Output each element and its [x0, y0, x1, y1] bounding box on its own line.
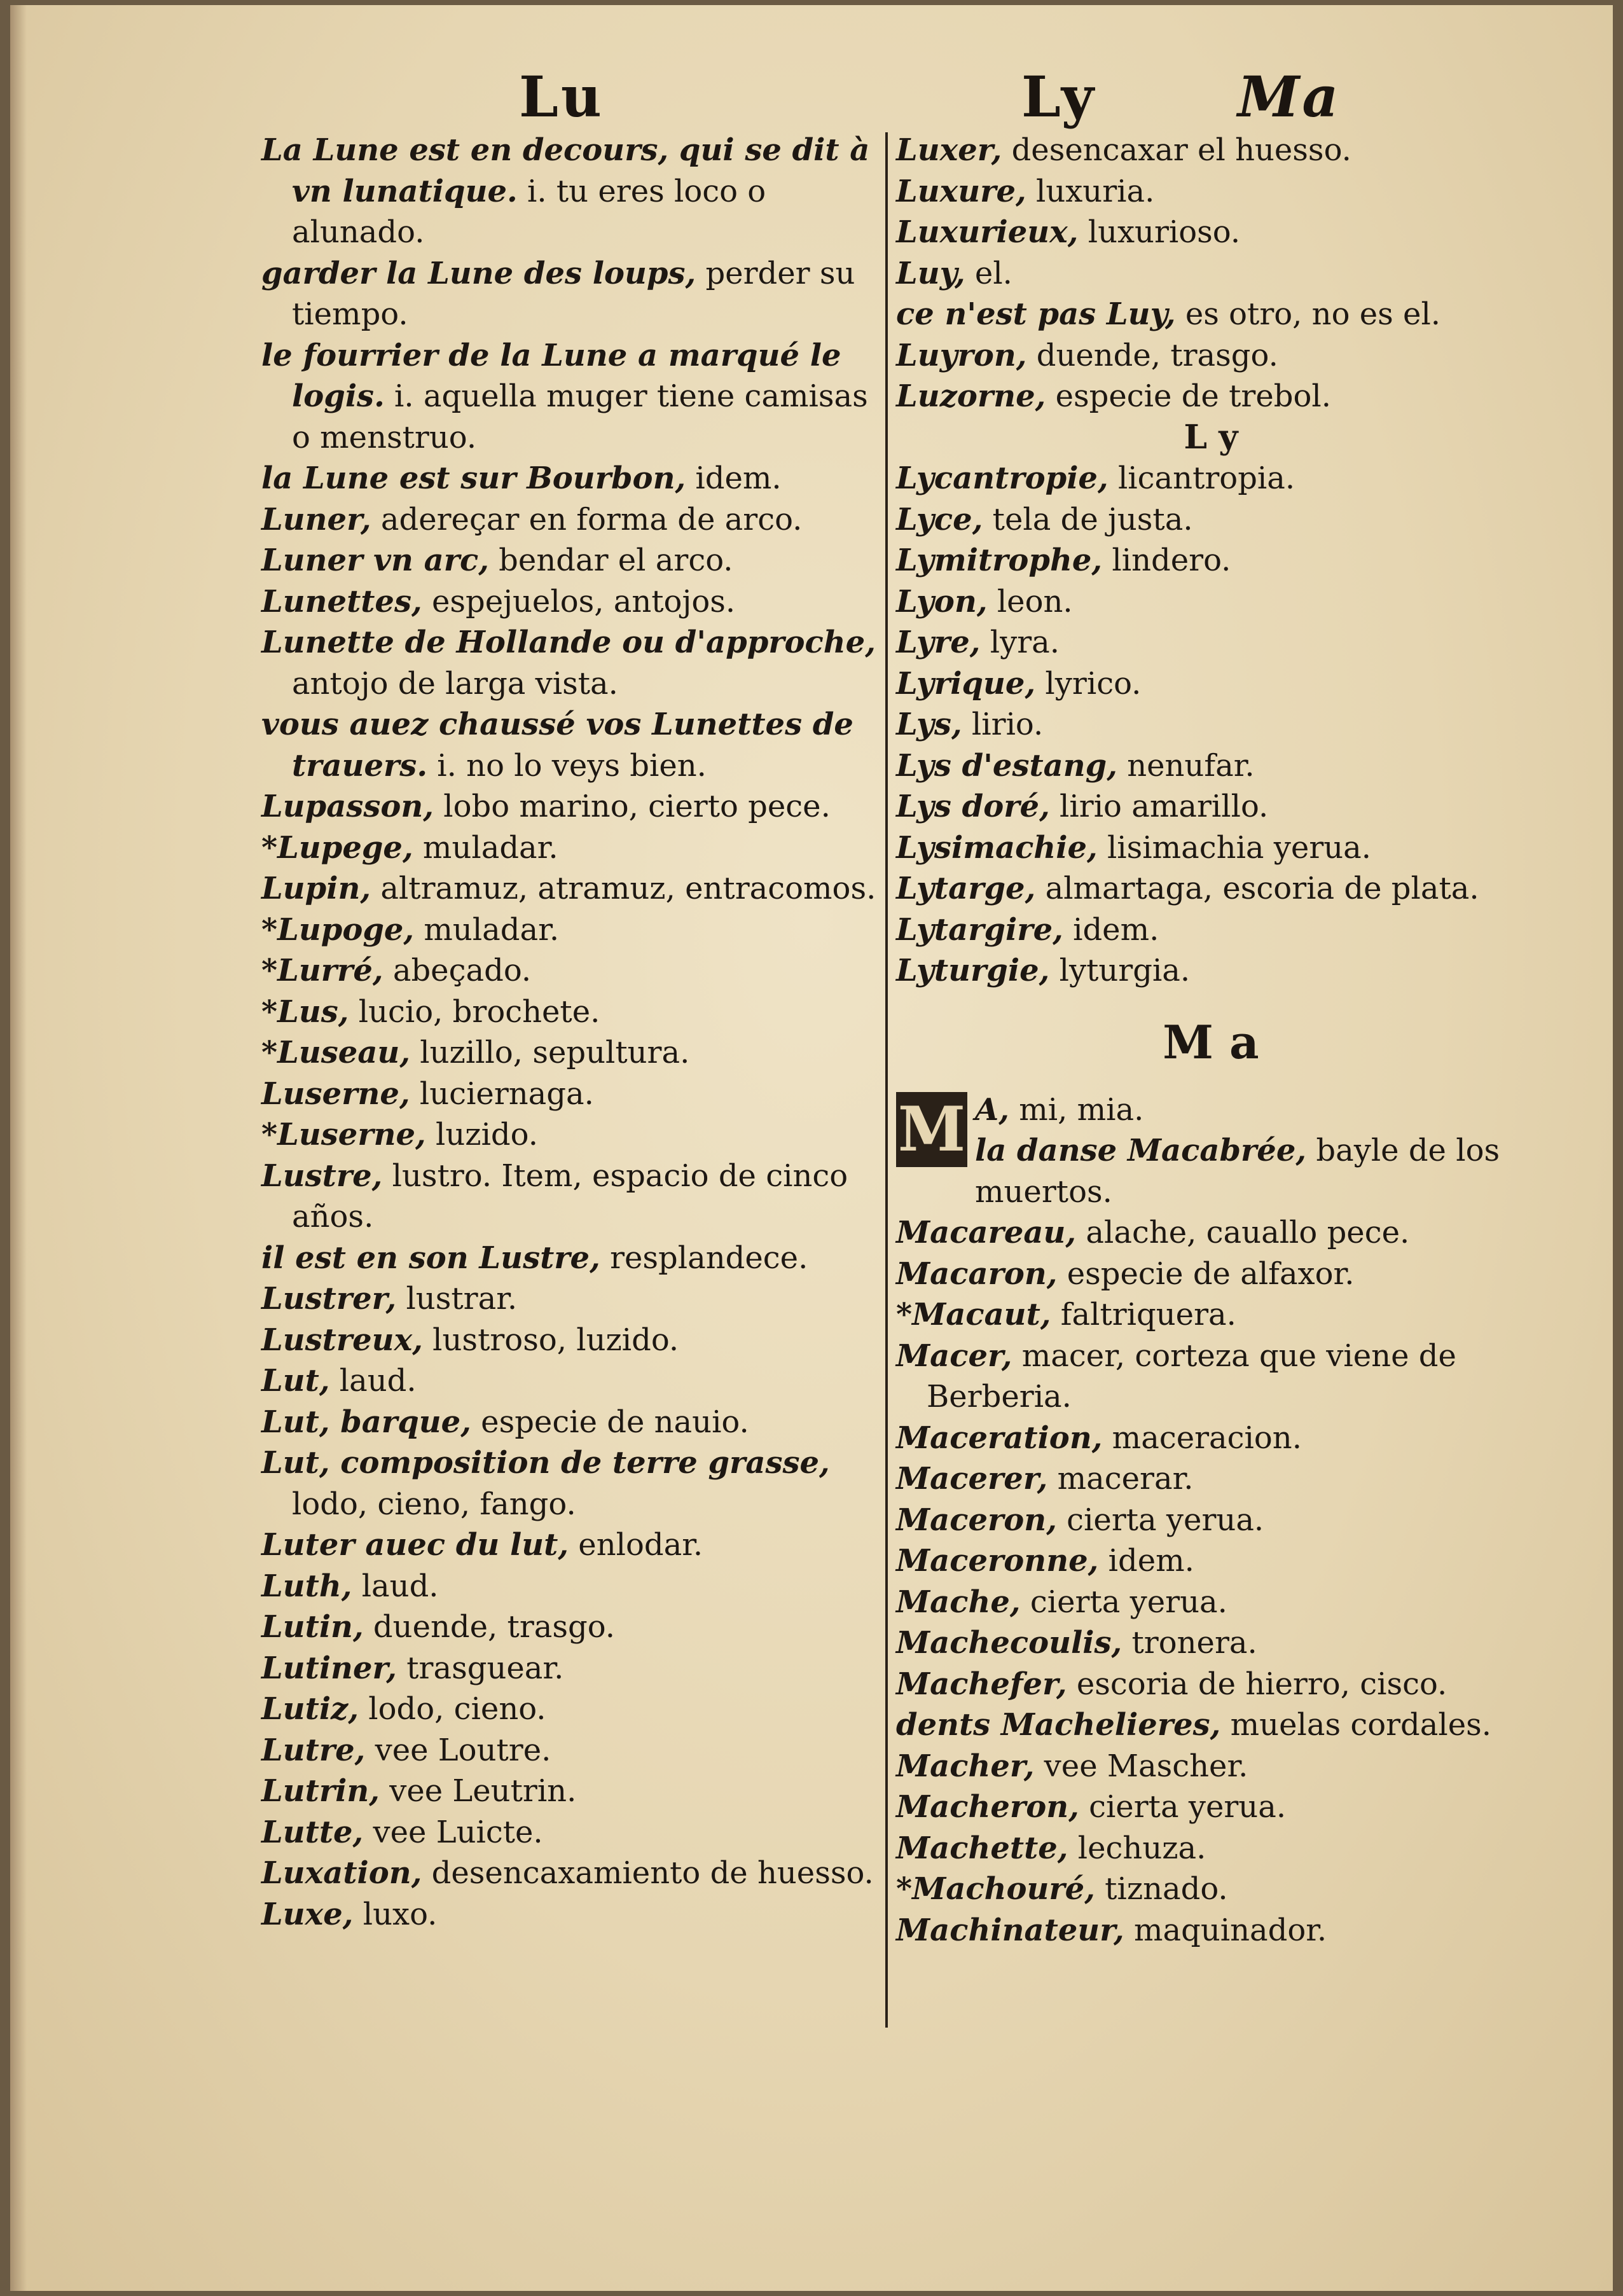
- dictionary-entry: [896, 950, 1526, 992]
- definition: espejuelos, antojos.: [422, 583, 736, 619]
- definition: luxo.: [353, 1896, 438, 1932]
- headword: Lupasson,: [261, 789, 434, 824]
- dictionary-entry: [896, 1336, 1526, 1418]
- left-column: [261, 130, 891, 1935]
- headword: *Macaut,: [896, 1297, 1051, 1332]
- entries-ly: [896, 458, 1526, 992]
- definition: especie de nauio.: [471, 1404, 749, 1440]
- headword: Lysimachie,: [896, 829, 1098, 866]
- dictionary-entry: [261, 704, 891, 786]
- definition: lyturgia.: [1049, 953, 1191, 988]
- headword: Luyron,: [896, 337, 1027, 373]
- dictionary-entry: [261, 540, 891, 581]
- headword: Mache,: [896, 1584, 1021, 1620]
- definition: muladar.: [414, 911, 560, 948]
- dictionary-entry: [261, 1771, 891, 1812]
- definition: lechuza.: [1068, 1830, 1206, 1866]
- definition: vee Mascher.: [1034, 1748, 1248, 1784]
- definition: lodo, cieno, fango.: [292, 1486, 576, 1522]
- definition: lodo, cieno.: [359, 1691, 546, 1727]
- dictionary-entry: [896, 540, 1526, 581]
- headword: Macareau,: [896, 1215, 1077, 1250]
- definition: vee Luicte.: [363, 1814, 543, 1850]
- headword: A,: [975, 1091, 1009, 1128]
- dictionary-entry: [261, 1074, 891, 1115]
- running-head-center: Ly: [1021, 64, 1096, 130]
- dictionary-entry: [261, 1114, 891, 1156]
- definition: adereçar en forma de arco.: [371, 501, 803, 537]
- dictionary-entry: [261, 130, 891, 253]
- definition: luzido.: [425, 1117, 538, 1152]
- dictionary-entry: [896, 376, 1526, 417]
- headword: Machefer,: [896, 1666, 1067, 1702]
- dictionary-entry: [261, 499, 891, 541]
- dictionary-entry: [896, 1910, 1526, 1951]
- running-head-left: Lu: [519, 64, 604, 130]
- headword: Lut,: [261, 1363, 330, 1399]
- dictionary-entry: [261, 1402, 891, 1443]
- headword: Maceron,: [896, 1502, 1057, 1538]
- definition: maceracion.: [1102, 1420, 1302, 1456]
- dictionary-entry: [896, 581, 1526, 623]
- dictionary-entry: [261, 581, 891, 623]
- headword: Lytargire,: [896, 911, 1063, 948]
- definition: macerar.: [1047, 1461, 1194, 1497]
- dictionary-entry: [896, 212, 1526, 253]
- headword: Lys doré,: [896, 789, 1050, 824]
- headword: Macaron,: [896, 1255, 1058, 1292]
- headword: Lycantropie,: [896, 460, 1108, 496]
- running-head-right: Ma: [1238, 64, 1341, 130]
- dictionary-entry: [261, 1442, 891, 1525]
- headword: Lyrique,: [896, 665, 1036, 702]
- definition: i. tu eres loco o alunado.: [292, 173, 766, 250]
- definition: lyra.: [980, 625, 1060, 660]
- headword: Lutte,: [261, 1814, 364, 1850]
- headword: Lunette de Hollande ou d'approche,: [261, 625, 876, 660]
- definition: luciernaga.: [410, 1075, 594, 1112]
- headword: Lys d'estang,: [896, 747, 1117, 784]
- headword: *Lurré,: [261, 953, 383, 988]
- headword: Luxure,: [896, 173, 1026, 209]
- headword: Luserne,: [261, 1075, 410, 1112]
- headword: dents Machelieres,: [896, 1707, 1221, 1743]
- definition: abeçado.: [383, 953, 532, 988]
- dictionary-entry: [261, 1238, 891, 1279]
- dictionary-entry: [896, 663, 1526, 705]
- definition: idem.: [1098, 1543, 1194, 1579]
- dictionary-entry: [896, 1212, 1526, 1254]
- headword: *Lupege,: [261, 829, 413, 866]
- headword: Macer,: [896, 1338, 1012, 1374]
- definition: enlodar.: [569, 1527, 703, 1563]
- headword: la danse Macabrée,: [975, 1133, 1307, 1168]
- definition: escoria de hierro, cisco.: [1067, 1666, 1447, 1702]
- definition: luxurioso.: [1078, 214, 1241, 250]
- definition: altramuz, atramuz, entracomos.: [371, 871, 876, 906]
- definition: perder su tiempo.: [292, 255, 855, 332]
- headword: Lunettes,: [261, 583, 422, 619]
- headword: *Lus,: [261, 993, 349, 1030]
- dictionary-entry: [261, 909, 891, 951]
- entries-lu: [896, 130, 1526, 417]
- definition: cierta yerua.: [1079, 1789, 1287, 1825]
- definition: bayle de los muertos.: [975, 1133, 1500, 1210]
- headword: Machette,: [896, 1830, 1068, 1866]
- headword: Luner,: [261, 501, 371, 537]
- definition: almartaga, escoria de plata.: [1035, 871, 1479, 906]
- headword: Luxe,: [261, 1896, 354, 1932]
- definition: lucio, brochete.: [349, 993, 600, 1030]
- definition: trasguear.: [397, 1650, 564, 1686]
- headword: Luxation,: [261, 1855, 422, 1891]
- definition: duende, trasgo.: [363, 1609, 616, 1645]
- drop-cap: M: [896, 1092, 967, 1167]
- definition: macer, corteza que viene de Berberia.: [927, 1338, 1456, 1414]
- headword: Luxer,: [896, 132, 1002, 168]
- dictionary-entry: [896, 786, 1526, 827]
- dictionary-entry: [261, 335, 891, 459]
- headword: Luzorne,: [896, 378, 1046, 414]
- definition: bendar el arco.: [488, 543, 733, 578]
- headword: Lyce,: [896, 501, 983, 537]
- headword: Luter auec du lut,: [261, 1527, 569, 1563]
- definition: resplandece.: [600, 1240, 808, 1276]
- definition: laud.: [329, 1363, 417, 1399]
- headword: Lustreux,: [261, 1322, 423, 1358]
- definition: lirio.: [962, 707, 1044, 742]
- headword: Lut, barque,: [261, 1404, 471, 1440]
- headword: Lut, composition de terre grasse,: [261, 1445, 830, 1481]
- definition: tiznado.: [1095, 1871, 1228, 1907]
- definition: lustroso, luzido.: [422, 1322, 679, 1358]
- definition: tronera.: [1122, 1625, 1257, 1661]
- dictionary-entry: [896, 458, 1526, 499]
- definition: antojo de larga vista.: [292, 665, 618, 702]
- headword: Maceronne,: [896, 1543, 1099, 1579]
- dictionary-entry: [896, 1664, 1526, 1705]
- section-heading-ly: L y: [1184, 417, 1238, 457]
- headword: Machinateur,: [896, 1912, 1124, 1948]
- headword: Lytarge,: [896, 871, 1036, 906]
- dictionary-entry: [896, 827, 1526, 869]
- definition: duende, trasgo.: [1026, 337, 1278, 373]
- definition: laud.: [352, 1568, 439, 1604]
- dictionary-entry: [896, 704, 1526, 745]
- dictionary-entry: [896, 745, 1526, 787]
- dictionary-entry: [261, 1894, 891, 1935]
- right-column: [896, 130, 1526, 1951]
- dictionary-entry: [261, 1525, 891, 1566]
- dictionary-entry: [896, 1500, 1526, 1541]
- headword: *Lupoge,: [261, 911, 415, 948]
- dictionary-entry: [261, 827, 891, 869]
- definition: mi, mia.: [1009, 1091, 1144, 1128]
- headword: Lutiner,: [261, 1650, 397, 1686]
- headword: Lyre,: [896, 625, 981, 660]
- headword: Maceration,: [896, 1420, 1103, 1456]
- dictionary-entry: [261, 622, 891, 704]
- headword: Macher,: [896, 1748, 1035, 1784]
- dictionary-entry: [261, 1320, 891, 1361]
- dictionary-entry: [261, 1278, 891, 1320]
- dictionary-entry: [896, 335, 1526, 377]
- dictionary-entry: [261, 1032, 891, 1074]
- headword: vous auez chaussé vos Lunettes de trauers.: [261, 707, 853, 784]
- definition: vee Leutrin.: [379, 1773, 577, 1809]
- definition: lustrar.: [396, 1281, 518, 1317]
- dictionary-entry: [261, 1566, 891, 1607]
- dictionary-entry: [896, 1254, 1526, 1295]
- definition: es otro, no es el.: [1175, 296, 1441, 332]
- headword: la Lune est sur Bourbon,: [261, 460, 686, 496]
- dictionary-entry: [896, 1787, 1526, 1828]
- dictionary-entry: [261, 1730, 891, 1771]
- dictionary-entry: [896, 294, 1526, 335]
- dictionary-entry: [261, 1360, 891, 1402]
- dictionary-entry: [261, 253, 891, 335]
- headword: Lutiz,: [261, 1691, 359, 1727]
- definition: i. aquella muger tiene camisas o menstruo.: [292, 378, 868, 455]
- headword: La Lune est en decours, qui se dit à vn lunatique.: [261, 132, 870, 209]
- headword: Lys,: [896, 707, 962, 742]
- dictionary-entry: [261, 1648, 891, 1689]
- definition: desencaxar el huesso.: [1002, 132, 1351, 168]
- dictionary-entry: [896, 1458, 1526, 1500]
- headword: *Luseau,: [261, 1035, 411, 1070]
- dictionary-entry: [896, 171, 1526, 212]
- dictionary-entry: [896, 1828, 1526, 1869]
- dictionary-page: [10, 5, 1613, 2291]
- headword: *Luserne,: [261, 1117, 426, 1152]
- dictionary-entry: [896, 253, 1526, 294]
- definition: el.: [965, 255, 1012, 291]
- dictionary-entry: [261, 1689, 891, 1730]
- headword: ce n'est pas Luy,: [896, 296, 1176, 332]
- dictionary-entry: [896, 130, 1526, 171]
- definition: i. no lo veys bien.: [427, 747, 707, 784]
- headword: Luth,: [261, 1568, 352, 1604]
- dictionary-entry: [261, 458, 891, 499]
- dictionary-entry: [261, 992, 891, 1033]
- dictionary-entry: [261, 950, 891, 992]
- dictionary-entry: [261, 868, 891, 909]
- headword: Lupin,: [261, 871, 371, 906]
- definition: tela de justa.: [983, 501, 1193, 537]
- section-heading-ma: M a: [1163, 1014, 1259, 1069]
- dictionary-entry: [896, 1294, 1526, 1336]
- page-edge-shadow: [10, 5, 27, 2291]
- dictionary-entry: [896, 1746, 1526, 1787]
- dictionary-entry: [896, 1705, 1526, 1746]
- definition: idem.: [686, 460, 782, 496]
- dictionary-entry: [261, 1607, 891, 1648]
- dictionary-entry: [896, 1622, 1526, 1664]
- headword: Lustre,: [261, 1158, 383, 1194]
- definition: leon.: [987, 583, 1073, 619]
- dictionary-entry: [896, 1582, 1526, 1623]
- definition: muelas cordales.: [1220, 1707, 1492, 1743]
- headword: Luner vn arc,: [261, 543, 489, 578]
- definition: lustro. Item, espacio de cinco años.: [292, 1158, 848, 1234]
- headword: Luy,: [896, 255, 965, 291]
- definition: cierta yerua.: [1056, 1502, 1264, 1538]
- definition: lindero.: [1102, 543, 1231, 578]
- dictionary-entry: [261, 786, 891, 827]
- definition: luxuria.: [1026, 173, 1155, 209]
- dictionary-entry: [896, 868, 1526, 909]
- headword: *Machouré,: [896, 1871, 1095, 1907]
- dictionary-entry: [896, 499, 1526, 541]
- definition: especie de alfaxor.: [1057, 1255, 1355, 1292]
- headword: Macheron,: [896, 1789, 1079, 1825]
- definition: faltriquera.: [1051, 1297, 1236, 1332]
- definition: maquinador.: [1124, 1912, 1327, 1948]
- headword: Lymitrophe,: [896, 543, 1103, 578]
- definition: lisimachia yerua.: [1097, 829, 1372, 866]
- entries-ma: [896, 1212, 1526, 1951]
- definition: luzillo, sepultura.: [410, 1035, 690, 1070]
- headword: Lutin,: [261, 1609, 364, 1645]
- headword: Luxurieux,: [896, 214, 1079, 250]
- definition: muladar.: [413, 829, 558, 866]
- headword: garder la Lune des loups,: [261, 255, 696, 291]
- headword: Machecoulis,: [896, 1625, 1122, 1661]
- definition: lirio amarillo.: [1049, 789, 1269, 824]
- definition: lobo marino, cierto pece.: [433, 789, 831, 824]
- definition: licantropia.: [1108, 460, 1295, 496]
- definition: lyrico.: [1035, 665, 1142, 702]
- dictionary-entry: [896, 909, 1526, 951]
- headword: Lutrin,: [261, 1773, 380, 1809]
- definition: cierta yerua.: [1020, 1584, 1227, 1620]
- definition: desencaxamiento de huesso.: [422, 1855, 874, 1891]
- headword: Lutre,: [261, 1732, 366, 1768]
- definition: vee Loutre.: [365, 1732, 551, 1768]
- headword: Lyon,: [896, 583, 988, 619]
- dictionary-entry: [896, 1540, 1526, 1582]
- definition: nenufar.: [1117, 747, 1255, 784]
- entry-ma-first: [896, 1089, 1526, 1213]
- dictionary-entry: [896, 622, 1526, 663]
- dictionary-entry: [261, 1853, 891, 1894]
- dictionary-entry: [261, 1812, 891, 1853]
- definition: especie de trebol.: [1046, 378, 1331, 414]
- headword: Macerer,: [896, 1461, 1048, 1497]
- headword: il est en son Lustre,: [261, 1240, 600, 1276]
- dictionary-entry: [896, 1418, 1526, 1459]
- definition: alache, cauallo pece.: [1076, 1215, 1410, 1250]
- dictionary-entry: [896, 1869, 1526, 1910]
- dictionary-entry: [261, 1156, 891, 1238]
- headword: le fourrier de la Lune a marqué le logis.: [261, 337, 841, 414]
- headword: Lustrer,: [261, 1281, 397, 1317]
- headword: Lyturgie,: [896, 953, 1050, 988]
- definition: idem.: [1063, 911, 1159, 948]
